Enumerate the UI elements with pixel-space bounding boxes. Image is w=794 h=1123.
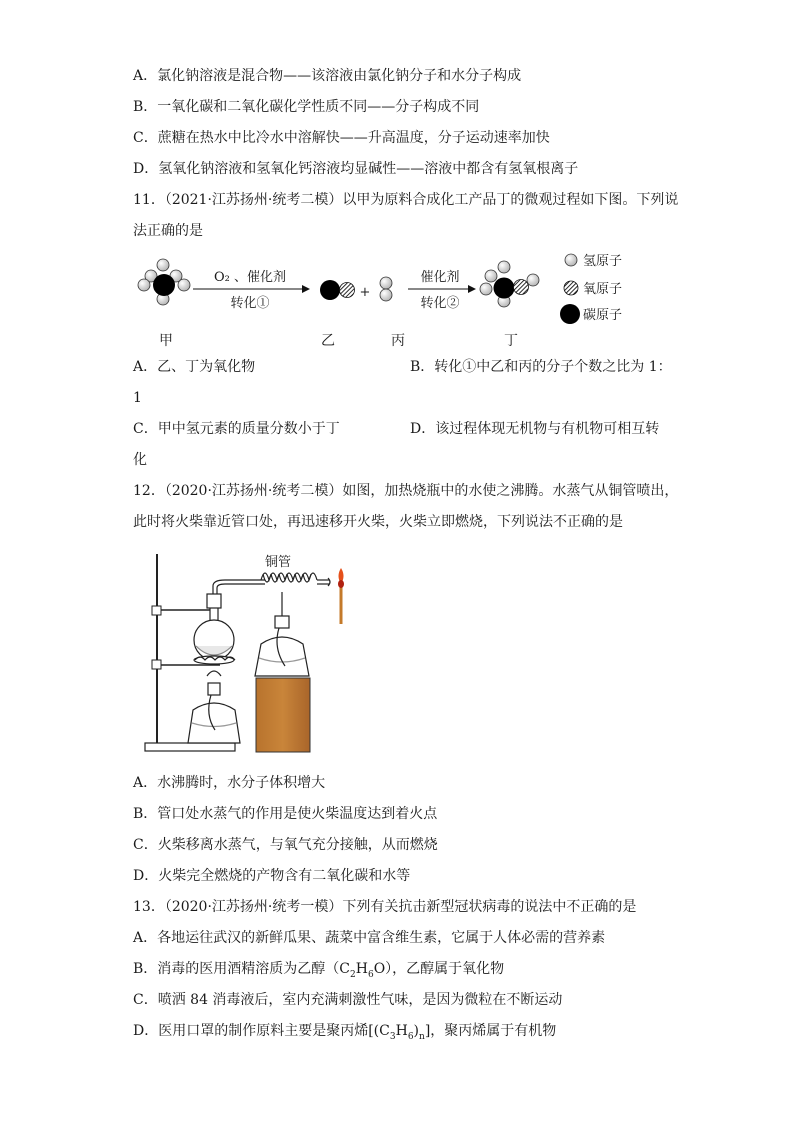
q13-stem: 13．（2020·江苏扬州·统考一模）下列有关抗击新型冠状病毒的说法中不正确的是 [133, 899, 637, 915]
q10-option-b: B．一氧化碳和二氧化碳化学性质不同——分子构成不同 [133, 99, 480, 115]
molecule-jia [138, 259, 190, 305]
label-bing: 丙 [391, 333, 405, 349]
q11-option-b-line1: B．转化①中乙和丙的分子个数之比为 1： [410, 359, 672, 375]
q11-option-d-line1: D．该过程体现无机物与有机物可相互转 [410, 421, 660, 437]
q12-stem-line1: 12．（2020·江苏扬州·统考二模）如图，加热烧瓶中的水使之沸腾。水蒸气从铜管喷出， [133, 483, 679, 499]
q10-option-d: D．氢氧化钠溶液和氢氧化钙溶液均显碱性——溶液中都含有氢氧根离子 [133, 161, 579, 177]
arrow2-bottom-label: 转化② [420, 296, 460, 311]
arrow-conversion-1 [193, 285, 310, 293]
copper-tube-label: 铜管 [265, 555, 292, 570]
q11-option-d-line2: 化 [133, 452, 147, 468]
q12-option-c: C．火柴移离水蒸气，与氧气充分接触，从而燃烧 [133, 837, 438, 853]
q13-option-d: D．医用口罩的制作原料主要是聚丙烯$[(C_3H_6)_n]$，聚丙烯属于有机物 [133, 1023, 557, 1042]
legend-oxygen-label: 氧原子 [583, 282, 623, 297]
legend-carbon-label: 碳原子 [583, 308, 623, 323]
legend-carbon-swatch [560, 304, 580, 324]
alcohol-lamp-left [188, 671, 240, 743]
q13-option-c: C．喷洒 84 消毒液后，室内充满刺激性气味，是因为微粒在不断运动 [133, 992, 563, 1008]
q12-stem-line2: 此时将火柴靠近管口处，再迅速移开火柴，火柴立即燃烧，下列说法不正确的是 [133, 514, 623, 530]
copper-tube [213, 573, 330, 594]
label-yi: 乙 [321, 333, 335, 349]
q12-option-a: A．水沸腾时，水分子体积增大 [133, 775, 326, 791]
plus-sign: + [359, 285, 371, 300]
molecule-bing [380, 277, 392, 301]
q11-option-a: A．乙、丁为氧化物 [133, 359, 256, 375]
q13-option-a: A．各地运往武汉的新鲜瓜果、蔬菜中富含维生素，它属于人体必需的营养素 [133, 930, 606, 946]
q11-option-b-line2: 1 [133, 390, 142, 406]
arrow1-top-label: O₂ 、催化剂 [213, 270, 287, 285]
q12-option-d: D．火柴完全燃烧的产物含有二氧化碳和水等 [133, 868, 411, 884]
legend-hydrogen-swatch [565, 254, 577, 266]
legend [560, 254, 622, 324]
q11-molecule-diagram [130, 245, 650, 355]
legend-oxygen-swatch [564, 281, 578, 295]
round-flask [194, 594, 235, 664]
q11-stem-line1: 11．（2021·江苏扬州·统考二模）以甲为原料合成化工产品丁的微观过程如下图。下列说 [133, 192, 679, 208]
q11-option-c: C．甲中氢元素的质量分数小于丁 [133, 421, 340, 437]
q12-option-b: B．管口处水蒸气的作用是使火柴温度达到着火点 [133, 806, 438, 822]
arrow2-top-label: 催化剂 [420, 270, 460, 285]
molecule-ding [480, 261, 539, 307]
label-ding: 丁 [504, 333, 518, 349]
q11-stem-line2: 法正确的是 [133, 223, 203, 239]
label-jia: 甲 [159, 333, 173, 349]
q13-option-b: B．消毒的医用酒精溶质为乙醇$(C_2H_6O)$，乙醇属于氧化物 [133, 961, 505, 980]
q10-option-a: A．氯化钠溶液是混合物——该溶液由氯化钠分子和水分子构成 [133, 68, 522, 84]
matchstick [338, 568, 344, 624]
wooden-block [256, 678, 310, 752]
legend-hydrogen-label: 氢原子 [583, 254, 623, 269]
q10-option-c: C．蔗糖在热水中比冷水中溶解快——升高温度，分子运动速率加快 [133, 130, 550, 146]
alcohol-lamp-right [255, 592, 309, 676]
arrow-conversion-2 [408, 285, 476, 293]
q12-apparatus-figure [135, 548, 365, 760]
arrow1-bottom-label: 转化① [230, 296, 270, 311]
molecule-yi [320, 280, 355, 300]
